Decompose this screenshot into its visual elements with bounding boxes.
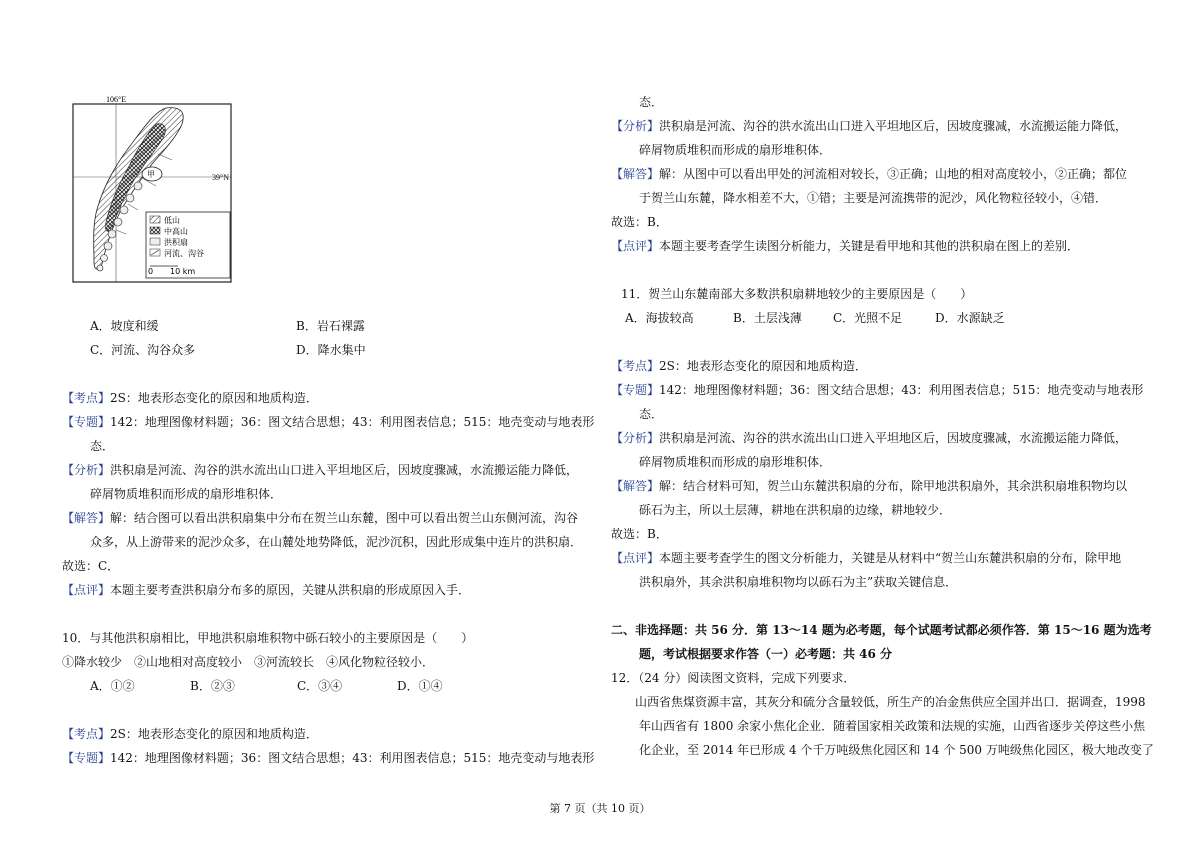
q12-text-2: 年山西省有 1800 余家小焦化企业．随着国家相关政策和法规的实施，山西省逐步关停这些小焦 [639, 719, 1146, 733]
legend-river: 河流、沟谷 [164, 249, 204, 258]
section-heading: 二、非选择题：共 56 分．第 13～14 题为必考题，每个试题考试都必须作答．第 15～16 题为选考 [611, 623, 1152, 637]
q10-option-b: B．②③ [190, 679, 235, 693]
q11-kaodian: 【考点】2S：地表形态变化的原因和地质构造． [611, 359, 867, 373]
lat-label: 39°N [212, 173, 229, 182]
q11-fenxi: 【分析】洪积扇是河流、沟谷的洪水流出山口进入平坦地区后，因坡度骤减，水流搬运能力降低， [611, 431, 1128, 445]
page-footer: 第 7 页（共 10 页） [549, 802, 651, 815]
q11-zhuanti: 【专题】142：地理图像材料题；36：图文结合思想；43：利用图表信息；515：地壳变动与地表形 [611, 383, 1144, 397]
q9-answer: 故选：C． [62, 559, 120, 573]
q9-jieda-cont: 众多，从上游带来的泥沙众多，在山麓处地势降低，泥沙沉积，因此形成集中连片的洪积扇． [90, 535, 583, 549]
q10-fenxi-cont: 碎屑物质堆积而形成的扇形堆积体． [639, 143, 832, 157]
q9-kaodian: 【考点】2S：地表形态变化的原因和地质构造． [62, 391, 318, 405]
q11-jieda: 【解答】解：结合材料可知，贺兰山东麓洪积扇的分布，除甲地洪积扇外，其余洪积扇堆积物均以 [611, 479, 1128, 493]
left-column [62, 314, 595, 770]
q11-option-d: D．水源缺乏 [935, 311, 1005, 325]
q10-jieda-cont: 于贺兰山东麓，降水相差不大，①错；主要是河流携带的泥沙，风化物粒径较小，④错． [639, 191, 1108, 205]
jia-label: 甲 [147, 170, 155, 179]
q9-option-d: D．降水集中 [296, 343, 366, 357]
q11-option-a: A．海拔较高 [625, 311, 694, 325]
q9-option-b: B．岩石裸露 [296, 319, 365, 333]
q9-zhuanti-cont: 态． [90, 439, 115, 453]
q10-jieda: 【解答】解：从图中可以看出甲处的河流相对较长，③正确；山地的相对高度较小，②正确；都位 [611, 167, 1128, 181]
q10-fenxi: 【分析】洪积扇是河流、沟谷的洪水流出山口进入平坦地区后，因坡度骤减，水流搬运能力降低， [611, 119, 1128, 133]
right-column [611, 90, 1154, 762]
q9-jieda: 【解答】解：结合图可以看出洪积扇集中分布在贺兰山东麓，图中可以看出贺兰山东侧河流，沟谷 [62, 511, 579, 525]
q9-zhuanti: 【专题】142：地理图像材料题；36：图文结合思想；43：利用图表信息；515：地壳变动与地表形 [62, 415, 595, 429]
q9-options-row-1 [62, 314, 590, 338]
lon-label: 106°E [106, 95, 127, 104]
q10-items: ①降水较少 ②山地相对高度较小 ③河流较长 ④风化物粒径较小． [62, 655, 435, 669]
q11-zhuanti-cont: 态． [639, 407, 664, 421]
q10-kaodian: 【考点】2S：地表形态变化的原因和地质构造． [62, 727, 318, 741]
q10-zhuanti: 【专题】142：地理图像材料题；36：图文结合思想；43：利用图表信息；515：地壳变动与地表形 [62, 751, 595, 765]
q9-options-row-2 [62, 338, 590, 362]
q10-option-a: A．①② [90, 679, 135, 693]
q12-text-3: 化企业，至 2014 年已形成 4 个千万吨级焦化园区和 14 个 500 万吨级焦化园区，极大地改变了 [639, 743, 1154, 757]
q11-dianping-cont: 洪积扇外，其余洪积扇堆积物均以砾石为主”获取关键信息． [639, 575, 958, 589]
q9-dianping: 【点评】本题主要考查洪积扇分布多的原因，关键从洪积扇的形成原因入手． [62, 583, 471, 597]
q10-option-c: C．③④ [297, 679, 343, 693]
legend-alluvial-fan: 洪积扇 [164, 238, 188, 247]
q10-dianping: 【点评】本题主要考查学生读图分析能力，关键是看甲地和其他的洪积扇在图上的差别． [611, 239, 1080, 253]
q11-stem: 11．贺兰山东麓南部大多数洪积扇耕地较少的主要原因是（ ） [621, 287, 973, 301]
q11-options-row [611, 306, 1133, 330]
alluvial-fan-map [72, 94, 240, 306]
q11-jieda-cont: 砾石为主，所以土层薄，耕地在洪积扇的边缘，耕地较少． [639, 503, 952, 517]
q10-stem: 10．与其他洪积扇相比，甲地洪积扇堆积物中砾石较小的主要原因是（ ） [62, 631, 474, 645]
q9-option-c: C．河流、沟谷众多 [90, 343, 196, 357]
scale-zero: 0 [148, 267, 154, 276]
q10-zhuanti-cont: 态． [639, 95, 664, 109]
q9-fenxi-cont: 碎屑物质堆积而形成的扇形堆积体． [90, 487, 283, 501]
q11-dianping: 【点评】本题主要考查学生的图文分析能力，关键是从材料中“贺兰山东麓洪积扇的分布，除甲地 [611, 551, 1122, 565]
legend-high-mountain: 中高山 [164, 227, 188, 236]
q12-stem: 12．（24 分）阅读图文资料，完成下列要求． [611, 671, 856, 685]
scale-10km: 10 km [170, 267, 196, 276]
q11-option-c: C．光照不足 [833, 311, 903, 325]
q12-text-1: 山西省焦煤资源丰富，其灰分和硫分含量较低，所生产的冶金焦供应全国并出口．据调查，1998 [635, 695, 1146, 709]
q11-option-b: B．土层浅薄 [733, 311, 802, 325]
q9-option-a: A．坡度和缓 [90, 319, 159, 333]
q10-option-d: D．①④ [397, 679, 443, 693]
legend-low-mountain: 低山 [164, 216, 180, 225]
q11-fenxi-cont: 碎屑物质堆积而形成的扇形堆积体． [639, 455, 832, 469]
section-heading-cont: 题，考试根据要求作答（一）必考题：共 46 分 [639, 647, 893, 661]
map-legend [146, 212, 230, 278]
q10-options-row [62, 674, 590, 698]
q9-fenxi: 【分析】洪积扇是河流、沟谷的洪水流出山口进入平坦地区后，因坡度骤减，水流搬运能力降低， [62, 463, 579, 477]
q11-answer: 故选：B． [611, 527, 668, 541]
q10-answer: 故选：B． [611, 215, 668, 229]
